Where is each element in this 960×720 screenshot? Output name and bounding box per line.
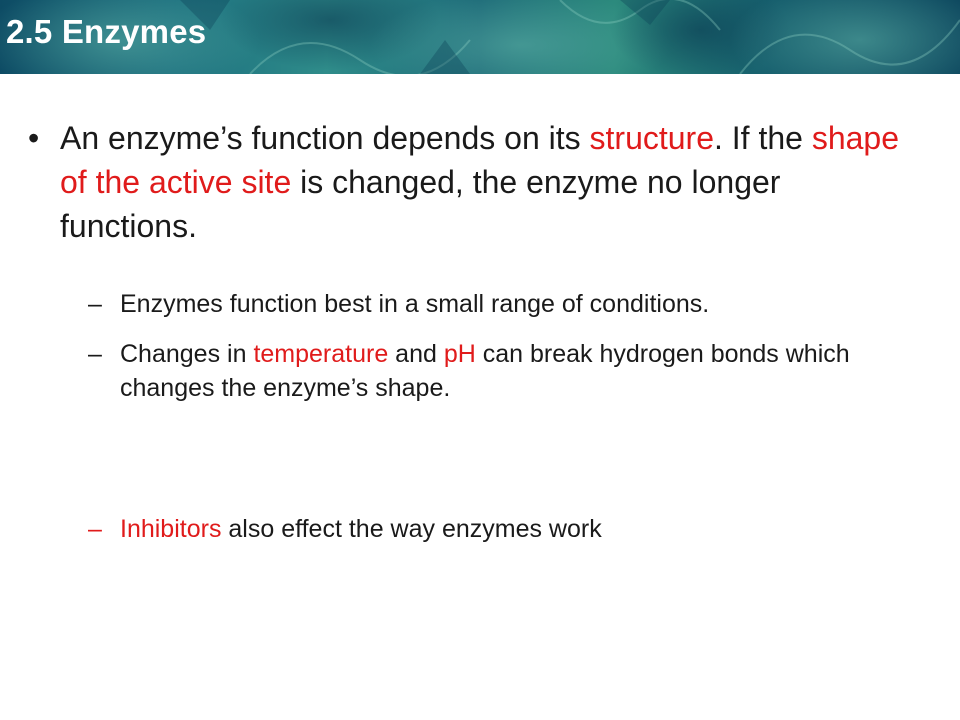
sub-bullet-text <box>120 512 910 546</box>
highlight-structure: structure <box>589 120 714 156</box>
highlight-inhibitors: Inhibitors <box>120 515 222 543</box>
highlight-active-site-shape: shape of the active site <box>60 120 900 200</box>
sub-bullet-text: Enzymes function best in a small range of conditions. <box>120 290 710 318</box>
sub-text-part: can break hydrogen bonds which changes the enzyme’s shape. <box>120 340 850 402</box>
sub-text-part: Changes in <box>120 340 254 368</box>
dash-marker: – <box>88 340 102 368</box>
highlight-ph: pH <box>443 340 476 368</box>
dash-marker: – <box>88 290 102 318</box>
slide-title: 2.5 Enzymes <box>6 13 207 50</box>
bullet-marker: • <box>28 120 40 156</box>
main-bullet-text <box>60 116 920 248</box>
main-text-part: . If the <box>714 120 812 156</box>
dash-marker: – <box>88 515 102 543</box>
main-text-part: is changed, the enzyme no longer functions. <box>60 164 781 244</box>
sub-bullet-text <box>120 337 910 405</box>
sub-text-part: and <box>388 340 444 368</box>
highlight-temperature: temperature <box>253 340 389 368</box>
sub-text-part: also effect the way enzymes work <box>221 515 602 543</box>
main-text-part: An enzyme’s function depends on its <box>60 120 590 156</box>
